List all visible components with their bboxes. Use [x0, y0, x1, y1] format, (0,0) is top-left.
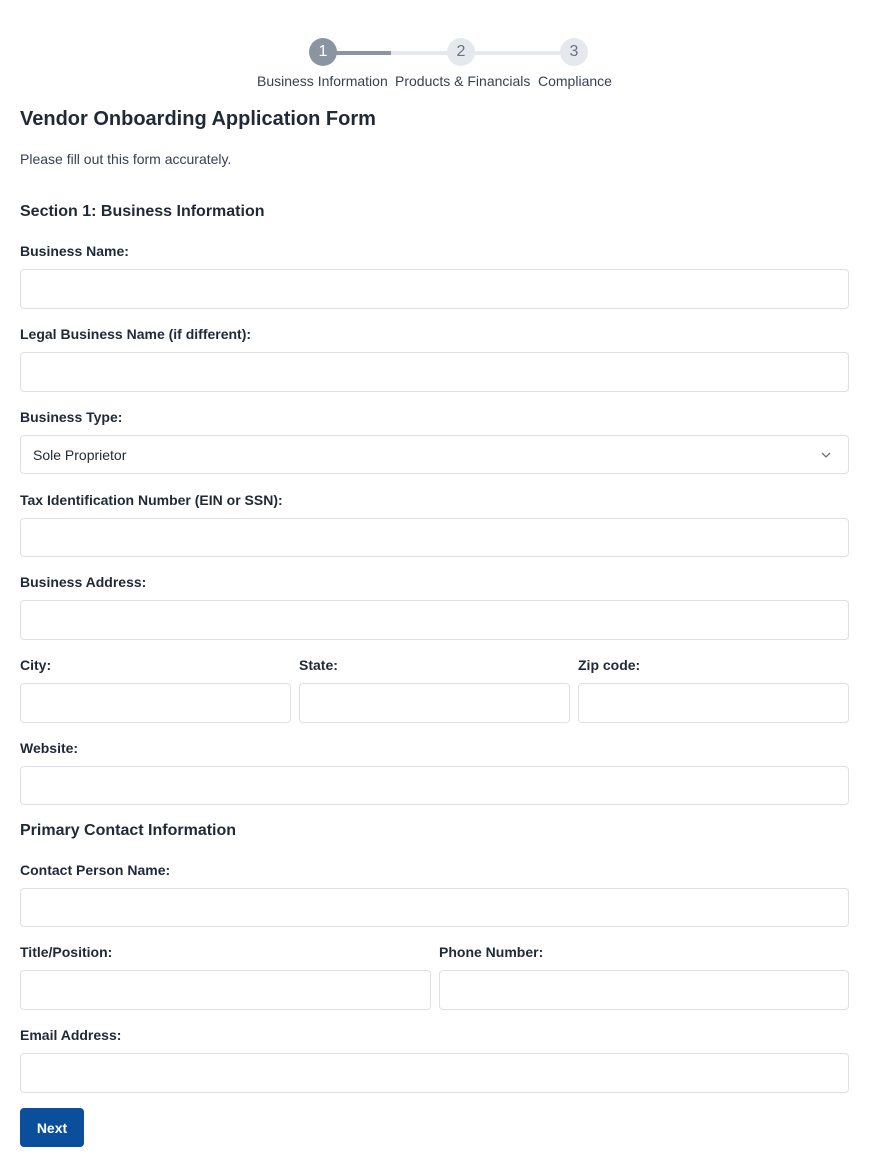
business-address-input[interactable]: [20, 600, 849, 640]
business-type-select[interactable]: [20, 435, 849, 474]
title-position-input[interactable]: [20, 970, 431, 1010]
form-description: Please fill out this form accurately.: [20, 151, 232, 167]
tax-id-input[interactable]: [20, 518, 849, 557]
business-type-selected-value: Sole Proprietor: [33, 446, 127, 463]
city-label: City:: [20, 657, 52, 673]
contact-name-input[interactable]: [20, 888, 849, 927]
progress-stepper: [0, 38, 871, 98]
email-address-input[interactable]: [20, 1053, 849, 1093]
contact-section-title: Primary Contact Information: [20, 822, 237, 839]
phone-number-input[interactable]: [439, 970, 849, 1010]
business-address-label: Business Address:: [20, 574, 147, 590]
tax-id-label: Tax Identification Number (EIN or SSN):: [20, 492, 283, 508]
city-input[interactable]: [20, 683, 291, 723]
step-2-indicator: 2: [447, 38, 475, 66]
step-3-label: Compliance: [538, 73, 612, 89]
business-name-input[interactable]: [20, 269, 849, 309]
state-input[interactable]: [299, 683, 570, 723]
phone-number-label: Phone Number:: [439, 944, 544, 960]
step-1-label: Business Information: [257, 73, 388, 89]
next-button[interactable]: Next: [20, 1108, 84, 1147]
step-2-label: Products & Financials: [395, 73, 531, 89]
zip-code-input[interactable]: [578, 683, 849, 723]
form-title: Vendor Onboarding Application Form: [20, 108, 376, 130]
email-address-label: Email Address:: [20, 1027, 122, 1043]
legal-business-name-input[interactable]: [20, 352, 849, 392]
website-input[interactable]: [20, 766, 849, 805]
contact-name-label: Contact Person Name:: [20, 862, 171, 878]
step-1-indicator: 1: [309, 38, 337, 66]
website-label: Website:: [20, 740, 79, 756]
title-position-label: Title/Position:: [20, 944, 113, 960]
legal-business-name-label: Legal Business Name (if different):: [20, 326, 252, 342]
section-1-title: Section 1: Business Information: [20, 203, 265, 220]
zip-code-label: Zip code:: [578, 657, 641, 673]
state-label: State:: [299, 657, 338, 673]
business-type-label: Business Type:: [20, 409, 123, 425]
business-name-label: Business Name:: [20, 243, 129, 259]
step-3-indicator: 3: [560, 38, 588, 66]
step-connector-2-3: [461, 51, 574, 55]
chevron-down-icon: [820, 449, 832, 461]
